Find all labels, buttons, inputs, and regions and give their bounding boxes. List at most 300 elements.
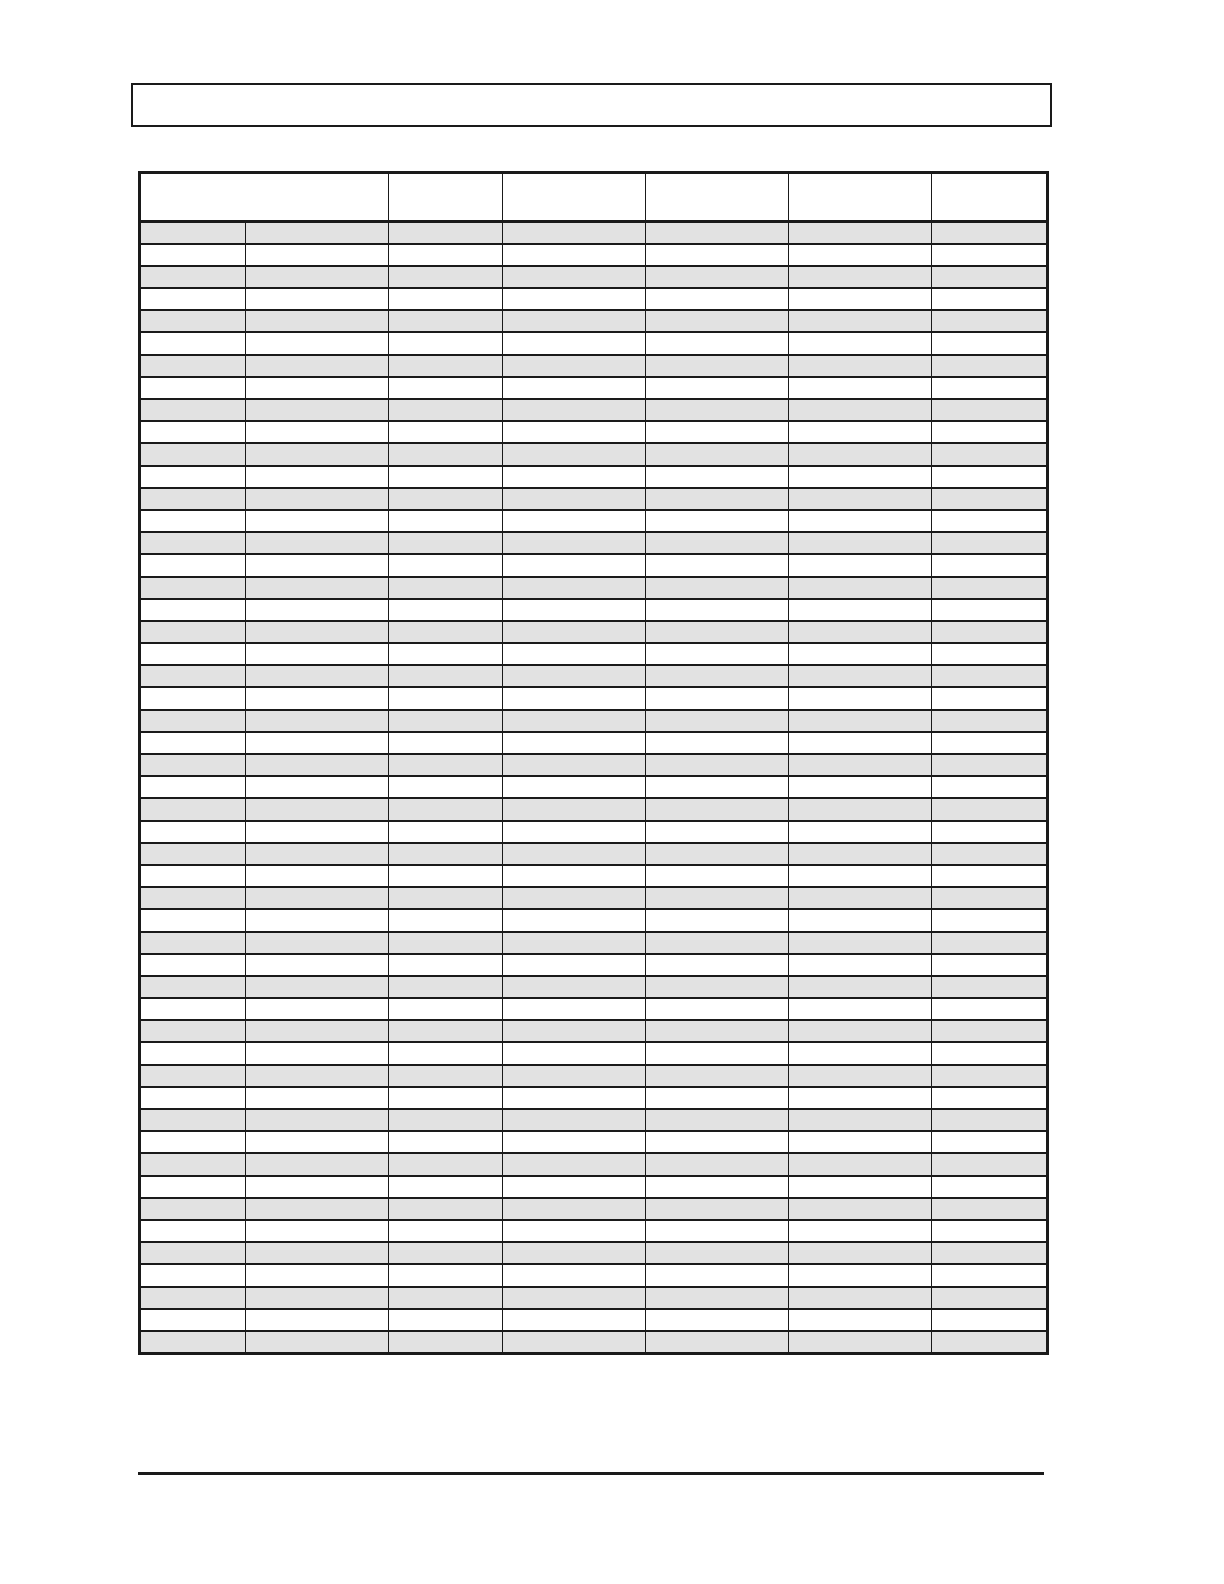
table-cell <box>140 1220 246 1242</box>
table-cell <box>246 532 389 554</box>
table-cell <box>503 1131 646 1153</box>
table-cell <box>789 1020 932 1042</box>
table-cell <box>932 621 1048 643</box>
table-cell <box>246 1309 389 1331</box>
table-cell <box>389 554 503 576</box>
table-cell <box>789 1220 932 1242</box>
table-cell <box>389 909 503 931</box>
data-table <box>138 171 1049 1355</box>
table-cell <box>246 865 389 887</box>
table-cell <box>932 1287 1048 1309</box>
table-cell <box>503 1153 646 1175</box>
table-cell <box>389 1264 503 1286</box>
table-cell <box>503 399 646 421</box>
table-cell <box>503 1065 646 1087</box>
table-cell <box>646 843 789 865</box>
table-cell <box>246 510 389 532</box>
table-cell <box>503 954 646 976</box>
table-cell <box>646 954 789 976</box>
table-cell <box>646 222 789 244</box>
table-cell <box>389 998 503 1020</box>
table-cell <box>503 488 646 510</box>
table-row <box>140 1176 1048 1198</box>
table-cell <box>389 732 503 754</box>
table-row <box>140 1331 1048 1353</box>
table-cell <box>646 599 789 621</box>
table-cell <box>789 754 932 776</box>
table-cell <box>789 1264 932 1286</box>
table-cell <box>646 332 789 354</box>
table-row <box>140 710 1048 732</box>
table-row <box>140 776 1048 798</box>
table-cell <box>789 776 932 798</box>
table-row <box>140 1287 1048 1309</box>
table-cell <box>246 488 389 510</box>
table-cell <box>140 1264 246 1286</box>
table-cell <box>140 932 246 954</box>
table-cell <box>646 687 789 709</box>
table-row <box>140 355 1048 377</box>
table-cell <box>932 776 1048 798</box>
table-cell <box>932 1264 1048 1286</box>
table-cell <box>932 1109 1048 1131</box>
table-cell <box>246 244 389 266</box>
table-cell <box>246 1242 389 1264</box>
table-cell <box>646 710 789 732</box>
table-cell <box>932 798 1048 820</box>
table-cell <box>646 1220 789 1242</box>
column-header <box>932 173 1048 222</box>
table-cell <box>246 466 389 488</box>
table-cell <box>503 1331 646 1353</box>
table-cell <box>503 821 646 843</box>
table-row <box>140 798 1048 820</box>
table-cell <box>389 1020 503 1042</box>
table-cell <box>789 687 932 709</box>
table-cell <box>140 577 246 599</box>
table-cell <box>389 421 503 443</box>
table-cell <box>140 1242 246 1264</box>
table-cell <box>140 776 246 798</box>
table-cell <box>789 355 932 377</box>
table-cell <box>246 1220 389 1242</box>
table-cell <box>503 776 646 798</box>
table-row <box>140 998 1048 1020</box>
table-cell <box>140 887 246 909</box>
footer-rule <box>138 1472 1044 1475</box>
table-cell <box>646 399 789 421</box>
column-header <box>646 173 789 222</box>
table-cell <box>140 976 246 998</box>
table-cell <box>140 665 246 687</box>
table-cell <box>646 909 789 931</box>
table-cell <box>503 1220 646 1242</box>
table-row <box>140 621 1048 643</box>
table-cell <box>389 377 503 399</box>
table-row <box>140 1087 1048 1109</box>
table-cell <box>246 643 389 665</box>
table-cell <box>503 643 646 665</box>
table-cell <box>789 488 932 510</box>
table-cell <box>389 1109 503 1131</box>
table-cell <box>389 932 503 954</box>
table-row <box>140 421 1048 443</box>
table-cell <box>503 355 646 377</box>
table-cell <box>789 332 932 354</box>
table-cell <box>503 621 646 643</box>
table-cell <box>789 532 932 554</box>
table-cell <box>789 643 932 665</box>
table-cell <box>646 798 789 820</box>
table-cell <box>389 887 503 909</box>
table-cell <box>246 665 389 687</box>
table-cell <box>789 1287 932 1309</box>
table-cell <box>789 1131 932 1153</box>
table-cell <box>246 377 389 399</box>
table-cell <box>140 1331 246 1353</box>
table-cell <box>789 1198 932 1220</box>
table-cell <box>646 1198 789 1220</box>
table-cell <box>140 443 246 465</box>
table-cell <box>932 1153 1048 1175</box>
column-header <box>389 173 503 222</box>
table-cell <box>932 1065 1048 1087</box>
table-cell <box>646 554 789 576</box>
table-cell <box>932 355 1048 377</box>
table-cell <box>389 1065 503 1087</box>
table-cell <box>246 621 389 643</box>
table-cell <box>932 488 1048 510</box>
table-cell <box>389 976 503 998</box>
table-row <box>140 532 1048 554</box>
table-cell <box>246 932 389 954</box>
table-cell <box>503 1242 646 1264</box>
table-cell <box>246 1020 389 1042</box>
table-cell <box>246 954 389 976</box>
table-cell <box>389 776 503 798</box>
table-cell <box>789 1042 932 1064</box>
table-row <box>140 932 1048 954</box>
table-cell <box>932 266 1048 288</box>
table-cell <box>789 266 932 288</box>
table-cell <box>246 222 389 244</box>
table-cell <box>932 754 1048 776</box>
table-cell <box>140 754 246 776</box>
table-cell <box>503 1042 646 1064</box>
table-row <box>140 1065 1048 1087</box>
table-cell <box>140 1065 246 1087</box>
table-cell <box>932 310 1048 332</box>
table-cell <box>389 1242 503 1264</box>
table-row <box>140 665 1048 687</box>
table-cell <box>389 754 503 776</box>
table-cell <box>789 377 932 399</box>
table-row <box>140 1220 1048 1242</box>
table-cell <box>503 710 646 732</box>
table-cell <box>389 643 503 665</box>
table-cell <box>389 621 503 643</box>
table-cell <box>646 1065 789 1087</box>
table-cell <box>932 1176 1048 1198</box>
table-cell <box>246 1176 389 1198</box>
table-cell <box>140 1309 246 1331</box>
table-cell <box>503 687 646 709</box>
table-cell <box>932 1087 1048 1109</box>
table-cell <box>789 510 932 532</box>
column-header <box>789 173 932 222</box>
table-cell <box>246 554 389 576</box>
table-cell <box>646 998 789 1020</box>
table-cell <box>246 1065 389 1087</box>
table-row <box>140 1109 1048 1131</box>
table-cell <box>246 577 389 599</box>
table-cell <box>503 510 646 532</box>
table-cell <box>932 443 1048 465</box>
table-cell <box>503 443 646 465</box>
table-cell <box>389 1198 503 1220</box>
column-header <box>503 173 646 222</box>
table-cell <box>140 1020 246 1042</box>
table-row <box>140 1020 1048 1042</box>
table-cell <box>932 377 1048 399</box>
table-cell <box>140 821 246 843</box>
table-cell <box>246 1198 389 1220</box>
table-cell <box>646 510 789 532</box>
table-cell <box>140 421 246 443</box>
table-cell <box>789 954 932 976</box>
table-cell <box>932 1198 1048 1220</box>
table-row <box>140 732 1048 754</box>
table-row <box>140 288 1048 310</box>
table-cell <box>646 776 789 798</box>
table-cell <box>789 443 932 465</box>
table-cell <box>503 665 646 687</box>
table-cell <box>389 1309 503 1331</box>
table-cell <box>932 1131 1048 1153</box>
table-cell <box>789 865 932 887</box>
table-cell <box>140 488 246 510</box>
table-cell <box>503 976 646 998</box>
table-cell <box>932 510 1048 532</box>
table-cell <box>246 754 389 776</box>
table-row <box>140 643 1048 665</box>
table-cell <box>246 1287 389 1309</box>
table-cell <box>389 1220 503 1242</box>
table-cell <box>932 466 1048 488</box>
table-cell <box>140 909 246 931</box>
table-cell <box>140 332 246 354</box>
table-cell <box>140 865 246 887</box>
table-cell <box>932 1020 1048 1042</box>
table-cell <box>246 399 389 421</box>
table-cell <box>246 776 389 798</box>
table-cell <box>789 466 932 488</box>
table-cell <box>389 222 503 244</box>
table-cell <box>503 332 646 354</box>
table-cell <box>503 222 646 244</box>
table-cell <box>503 1176 646 1198</box>
table-cell <box>503 754 646 776</box>
table-row <box>140 577 1048 599</box>
table-cell <box>246 1153 389 1175</box>
table-cell <box>932 710 1048 732</box>
table-cell <box>789 1309 932 1331</box>
table-cell <box>646 466 789 488</box>
table-cell <box>503 377 646 399</box>
table-cell <box>246 710 389 732</box>
table-row <box>140 510 1048 532</box>
table-cell <box>646 577 789 599</box>
table-cell <box>932 399 1048 421</box>
table-cell <box>789 310 932 332</box>
page-title-box <box>131 83 1052 127</box>
table-row <box>140 554 1048 576</box>
table-cell <box>932 687 1048 709</box>
table-cell <box>646 1020 789 1042</box>
table-cell <box>932 932 1048 954</box>
table-cell <box>646 865 789 887</box>
table-row <box>140 865 1048 887</box>
table-cell <box>932 288 1048 310</box>
table-cell <box>389 310 503 332</box>
table-cell <box>246 1087 389 1109</box>
table-cell <box>789 665 932 687</box>
table-cell <box>646 976 789 998</box>
table-cell <box>140 843 246 865</box>
table-cell <box>389 399 503 421</box>
table-cell <box>389 577 503 599</box>
table-cell <box>140 798 246 820</box>
table-cell <box>789 821 932 843</box>
table-cell <box>646 443 789 465</box>
table-cell <box>932 976 1048 998</box>
table-cell <box>646 488 789 510</box>
table-cell <box>932 554 1048 576</box>
table-cell <box>389 1153 503 1175</box>
table-cell <box>932 1042 1048 1064</box>
table-cell <box>140 288 246 310</box>
table-cell <box>389 510 503 532</box>
table-cell <box>140 1176 246 1198</box>
table-cell <box>932 244 1048 266</box>
table-cell <box>140 687 246 709</box>
table-row <box>140 443 1048 465</box>
table-cell <box>932 821 1048 843</box>
table-cell <box>646 621 789 643</box>
table-cell <box>246 443 389 465</box>
table-cell <box>646 821 789 843</box>
table-cell <box>503 1109 646 1131</box>
table-cell <box>140 377 246 399</box>
table-cell <box>932 532 1048 554</box>
table-cell <box>646 1176 789 1198</box>
table-cell <box>140 1153 246 1175</box>
table-cell <box>932 1220 1048 1242</box>
table-cell <box>646 1042 789 1064</box>
table-cell <box>646 1153 789 1175</box>
table-row <box>140 399 1048 421</box>
table-row <box>140 332 1048 354</box>
table-cell <box>932 421 1048 443</box>
table-cell <box>789 798 932 820</box>
table-row <box>140 1309 1048 1331</box>
column-header <box>140 173 389 222</box>
table-cell <box>246 599 389 621</box>
table-cell <box>646 732 789 754</box>
table-cell <box>389 687 503 709</box>
table-row <box>140 488 1048 510</box>
table-row <box>140 687 1048 709</box>
table-header-row <box>140 173 1048 222</box>
table-body <box>140 222 1048 1354</box>
table-cell <box>140 1131 246 1153</box>
table-cell <box>140 732 246 754</box>
table-cell <box>503 244 646 266</box>
table-cell <box>503 865 646 887</box>
table-cell <box>646 266 789 288</box>
table-cell <box>389 532 503 554</box>
table-cell <box>140 710 246 732</box>
table-cell <box>389 954 503 976</box>
table-cell <box>789 1331 932 1353</box>
table-row <box>140 377 1048 399</box>
table-cell <box>789 399 932 421</box>
table-cell <box>389 798 503 820</box>
table-cell <box>932 998 1048 1020</box>
table-row <box>140 310 1048 332</box>
table-cell <box>389 599 503 621</box>
table-row <box>140 1131 1048 1153</box>
table-cell <box>140 1042 246 1064</box>
table-cell <box>932 599 1048 621</box>
table-cell <box>246 732 389 754</box>
table-cell <box>140 222 246 244</box>
table-row <box>140 266 1048 288</box>
table-cell <box>140 998 246 1020</box>
table-cell <box>646 1264 789 1286</box>
table-cell <box>140 399 246 421</box>
table-row <box>140 843 1048 865</box>
table-cell <box>503 998 646 1020</box>
table-cell <box>140 1287 246 1309</box>
table-cell <box>789 621 932 643</box>
table-cell <box>789 421 932 443</box>
table-cell <box>789 998 932 1020</box>
table-cell <box>932 887 1048 909</box>
table-row <box>140 1153 1048 1175</box>
table-cell <box>140 244 246 266</box>
table-cell <box>646 1309 789 1331</box>
table-cell <box>503 577 646 599</box>
table-cell <box>646 665 789 687</box>
table-cell <box>646 1109 789 1131</box>
table-cell <box>389 865 503 887</box>
table-cell <box>389 332 503 354</box>
table-cell <box>932 1331 1048 1353</box>
table-cell <box>140 1109 246 1131</box>
table-cell <box>246 821 389 843</box>
table-cell <box>789 554 932 576</box>
table-cell <box>389 466 503 488</box>
table-cell <box>789 1242 932 1264</box>
table-cell <box>503 798 646 820</box>
table-cell <box>789 288 932 310</box>
table-cell <box>646 754 789 776</box>
table-cell <box>646 887 789 909</box>
table-cell <box>140 510 246 532</box>
table-cell <box>646 643 789 665</box>
table-cell <box>646 932 789 954</box>
